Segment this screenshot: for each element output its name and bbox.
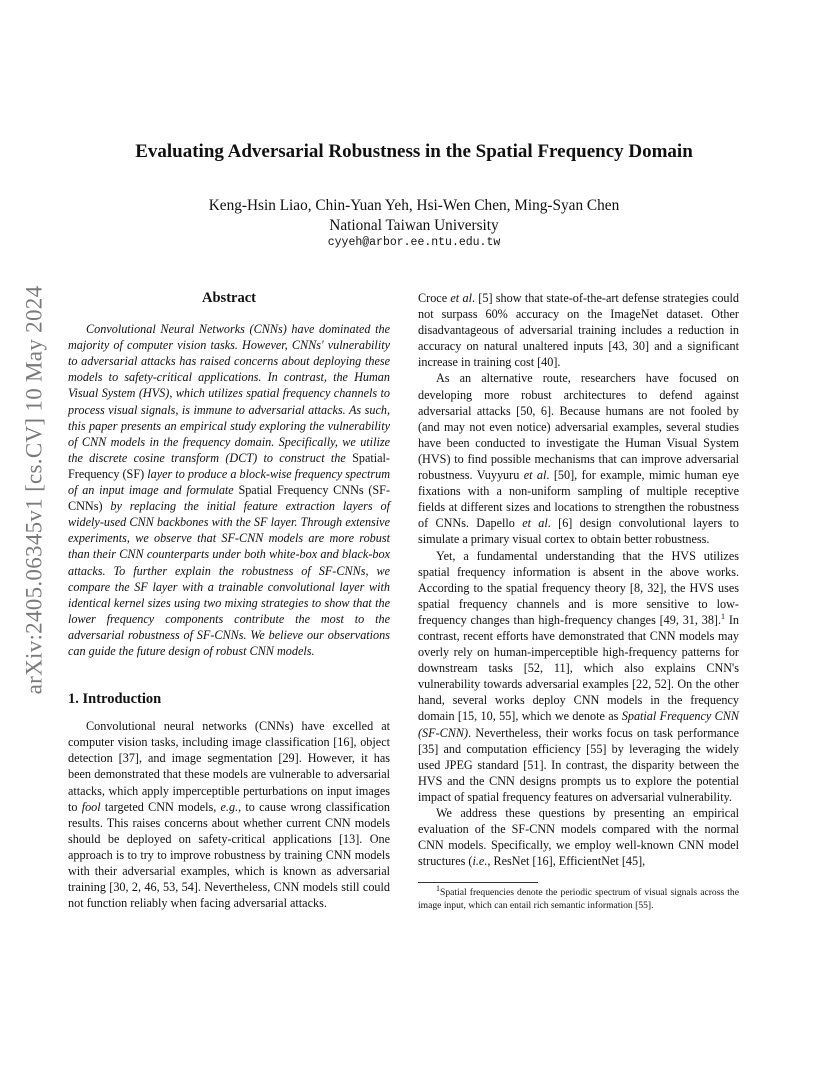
paper-title: Evaluating Adversarial Robustness in the Spatial Frequency Domain [135, 141, 693, 162]
paragraph-text: targeted CNN models, [100, 799, 221, 814]
abstract-text-part: by replacing the initial feature extraction layers of widely-used CNN backbones with the SF layer. Through extensive experiments, we observe that SF-CNN models are more robust than their CNN counterparts under both white-box and black-box attacks. To further explain the robustness of SF-CNNs, we compare the SF layer with a trainable convolutional layer with identical kernel sizes using two mixing strategies to show that the lower frequency components contribute the most to the adversarial robustness of SF-CNNs. We believe our observations can guide the future design of robust CNN models. [68, 499, 390, 658]
abstract-text-part: layer to produce a block-wise frequency spectrum of an input image and formulate [68, 466, 390, 498]
paragraph-text: As an alternative route, researchers have focused on developing more robust architectures to defend against adversarial attacks [50, 6]. Because humans are not fooled by (and may not even notice) adversarial examples, several studies have been conducted to investigate the Human Visual System (HVS) to find possible mechanisms that can improve adversarial robustness. Vuyyuru [418, 371, 739, 483]
body-paragraph [418, 805, 739, 869]
paragraph-text: In contrast, recent efforts have demonstrated that CNN models may overly rely on human-imperceptible high-frequency patterns for downstream tasks [52, 11], which also explains CNN's vulnerability towards adversarial examples [22, 52]. On the other hand, several works deploy CNN models in the frequency domain [15, 10, 55], which we denote as [418, 612, 739, 724]
right-column [418, 290, 739, 912]
contact-email[interactable]: cyyeh@arbor.ee.ntu.edu.tw [327, 236, 501, 249]
introduction-heading: 1. Introduction [68, 691, 162, 708]
abstract-term-sf-cnn: Spatial Frequency CNNs (SF-CNNs) [68, 483, 390, 514]
emphasis-text: i.e. [472, 854, 488, 869]
paragraph-text: . [6] design convolutional layers to simulate a primary visual cortex to obtain better robustness. [418, 516, 739, 547]
emphasis-text: fool [81, 799, 101, 814]
footnote [418, 884, 739, 912]
arxiv-identifier: arXiv:2405.06345v1 [cs.CV] 10 May 2024 [21, 285, 46, 695]
emphasis-text: Spatial Frequency CNN (SF-CNN) [418, 709, 740, 740]
paragraph-text: . [5] show that state-of-the-art defense strategies could not surpass 60% accuracy on the ImageNet dataset. Other disadvantageous of adversarial training includes a reduction in accuracy on natural unaltered inputs [43, 30] and a significant increase in training cost [40]. [418, 291, 739, 370]
abstract-text-part: Convolutional Neural Networks (CNNs) have dominated the majority of computer vision tasks. However, CNNs' vulnerability to adversarial attacks has raised concerns about deploying these models to safety-critical applications. In contrast, the Human Visual System (HVS), which utilizes spatial frequency channels to process visual signals, is immune to adversarial attacks. As such, this paper presents an empirical study exploring the vulnerability of CNN models in the frequency domain. Specifically, we utilize the discrete cosine transform (DCT) to construct the [68, 322, 390, 465]
paragraph-text: , ResNet [16], EfficientNet [45], [487, 854, 646, 869]
abstract-term-sf-layer: Spatial-Frequency (SF) [68, 450, 390, 481]
paragraph-text: , to cause wrong classification results. This raises concerns about whether current CNN models should be deployed on safety-critical applications [13]. One approach is to try to improve robustness by training CNN models with their adversarial examples, which is known as adversarial training [30, 2, 46, 53, 54]. Nevertheless, CNN models still could not function reliably when facing adversarial attacks. [68, 799, 390, 911]
abstract-heading: Abstract [202, 290, 256, 306]
affiliation: National Taiwan University [329, 217, 499, 234]
introduction-paragraph [68, 718, 390, 911]
body-paragraph [418, 370, 739, 547]
arxiv-sidebar-stamp [19, 275, 49, 705]
emphasis-text: et al [522, 516, 548, 531]
body-paragraph [418, 290, 739, 370]
paragraph-text: Convolutional neural networks (CNNs) have excelled at computer vision tasks, including image classification [16], object detection [37], and image segmentation [29]. However, it has been demonstrated that these models are vulnerable to adversarial attacks, which apply imperceptible perturbations on input images to [68, 719, 390, 814]
footnote-number: 1 [436, 884, 440, 894]
paragraph-text: We address these questions by presenting an empirical evaluation of the SF-CNN models compared with the normal CNN models. Specifically, we employ well-known CNN model structures ( [418, 806, 739, 869]
abstract-text [68, 321, 390, 659]
author-names: Keng-Hsin Liao, Chin-Yuan Yeh, Hsi-Wen Chen, Ming-Syan Chen [208, 197, 620, 214]
paragraph-text: . [50], for example, mimic human eye fixations with a non-uniform sampling of multiple receptive fields at different sizes and locations to strengthen the robustness of CNNs. Dapello [418, 468, 739, 531]
body-paragraph [418, 548, 739, 806]
emphasis-text: et al [523, 468, 547, 483]
paragraph-text: . Nevertheless, their works focus on task performance [35] and computation efficiency [55] by leveraging the widely used JPEG standard [51]. In contrast, the disparity between the HVS and the CNN designs prompts us to explore the potential impact of spatial frequency features on adversarial vulnerability. [418, 725, 739, 804]
emphasis-text: e.g. [220, 799, 239, 814]
paragraph-text: Yet, a fundamental understanding that the HVS utilizes spatial frequency information is absent in the above works. According to the spatial frequency theory [8, 32], the HVS uses spatial frequency channels and is more sensitive to low-frequency changes than high-frequency changes [49, 31, 38]. [418, 548, 739, 627]
left-column [68, 290, 390, 911]
paragraph-text: Croce [418, 291, 451, 305]
emphasis-text: et al [450, 291, 472, 305]
footnote-text: Spatial frequencies denote the periodic spectrum of visual signals across the image input, which can entail rich semantic information [55]. [418, 887, 739, 911]
author-block [0, 196, 828, 236]
footnote-marker[interactable]: 1 [721, 611, 726, 621]
